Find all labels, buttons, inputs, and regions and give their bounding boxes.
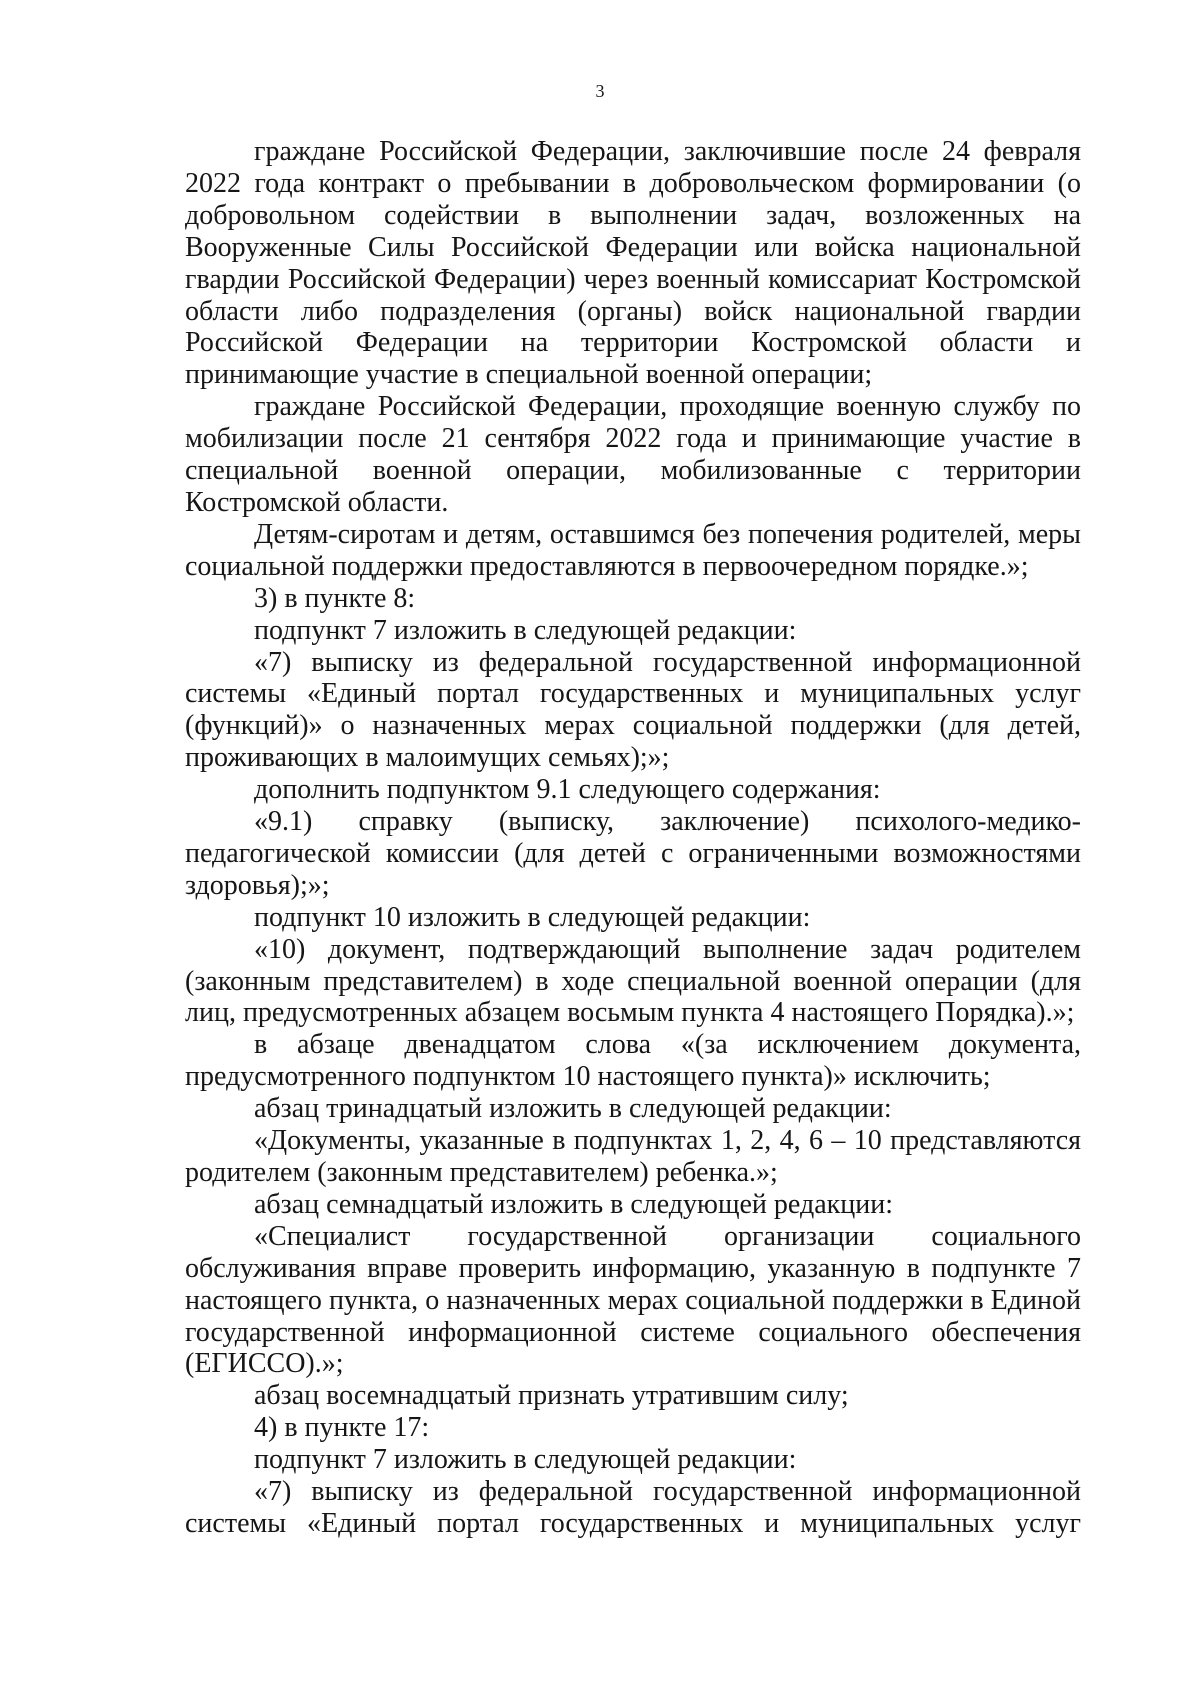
paragraph-item-17-subitem-7-text: «7) выписку из федеральной государственной информационной системы «Единый портал государственных и муниципальных услуг bbox=[185, 1476, 1081, 1539]
paragraph-seventeenth-heading: абзац семнадцатый изложить в следующей редакции: bbox=[254, 1188, 893, 1220]
paragraph-item-3: 3) в пункте 8: bbox=[254, 582, 416, 614]
paragraph-subitem-7-text: «7) выписку из федеральной государственной информационной системы «Единый портал государственных и муниципальных услуг (функций)» о назначенных мерах социальной поддержки (для детей, проживающих в малоимущих семьях);»; bbox=[185, 646, 1081, 774]
paragraph-eighteenth-void: абзац восемнадцатый признать утратившим силу; bbox=[254, 1380, 849, 1412]
page-number: 3 bbox=[595, 81, 605, 101]
paragraph-thirteenth-heading: абзац тринадцатый изложить в следующей редакции: bbox=[254, 1093, 892, 1125]
paragraph-subitem-10-heading: подпункт 10 изложить в следующей редакции: bbox=[254, 901, 811, 933]
paragraph-thirteenth-text: «Документы, указанные в подпунктах 1, 2, 4, 6 – 10 представляются родителем (законным представителем) ребенка.»; bbox=[185, 1125, 1081, 1188]
paragraph-subitem-9-1-heading: дополнить подпунктом 9.1 следующего содержания: bbox=[254, 774, 881, 806]
document-body bbox=[185, 136, 1081, 1540]
paragraph-subitem-9-1-text: «9.1) справку (выписку, заключение) психолого-медико-педагогической комиссии (для детей с ограниченными возможностями здоровья);»; bbox=[185, 806, 1081, 901]
paragraph-contract-citizens: граждане Российской Федерации, заключившие после 24 февраля 2022 года контракт о пребывании в добровольческом формировании (о добровольном содействии в выполнении задач, возложенных на Вооруженные Силы Российской Федерации или войска национальной гвардии Российской Федерации) через военный комиссариат Костромской области либо подразделения (органы) войск национальной гвардии Российской Федерации на территории Костромской области и принимающие участие в специальной военной операции; bbox=[185, 136, 1081, 391]
paragraph-subitem-10-text: «10) документ, подтверждающий выполнение задач родителем (законным представителем) в ходе специальной военной операции (для лиц, предусмотренных абзацем восьмым пункта 4 настоящего Порядка).»; bbox=[185, 933, 1081, 1029]
paragraph-mobilized-citizens: граждане Российской Федерации, проходящие военную службу по мобилизации после 21 сентября 2022 года и принимающие участие в специальной военной операции, мобилизованные с территории Костромской области. bbox=[185, 391, 1081, 518]
paragraph-item-17-subitem-7-heading: подпункт 7 изложить в следующей редакции: bbox=[254, 1444, 797, 1476]
paragraph-item-4: 4) в пункте 17: bbox=[254, 1412, 430, 1444]
paragraph-orphans-priority: Детям-сиротам и детям, оставшимся без попечения родителей, меры социальной поддержки предоставляются в первоочередном порядке.»; bbox=[185, 518, 1081, 582]
paragraph-seventeenth-text: «Специалист государственной организации социального обслуживания вправе проверить информацию, указанную в подпункте 7 настоящего пункта, о назначенных мерах социальной поддержки в Единой государственной информационной системе социального обеспечения (ЕГИССО).»; bbox=[185, 1220, 1081, 1380]
paragraph-twelfth-abzac: в абзаце двенадцатом слова «(за исключением документа, предусмотренного подпунктом 10 настоящего пункта)» исключить; bbox=[185, 1029, 1081, 1093]
paragraph-subitem-7-heading: подпункт 7 изложить в следующей редакции: bbox=[254, 614, 797, 646]
